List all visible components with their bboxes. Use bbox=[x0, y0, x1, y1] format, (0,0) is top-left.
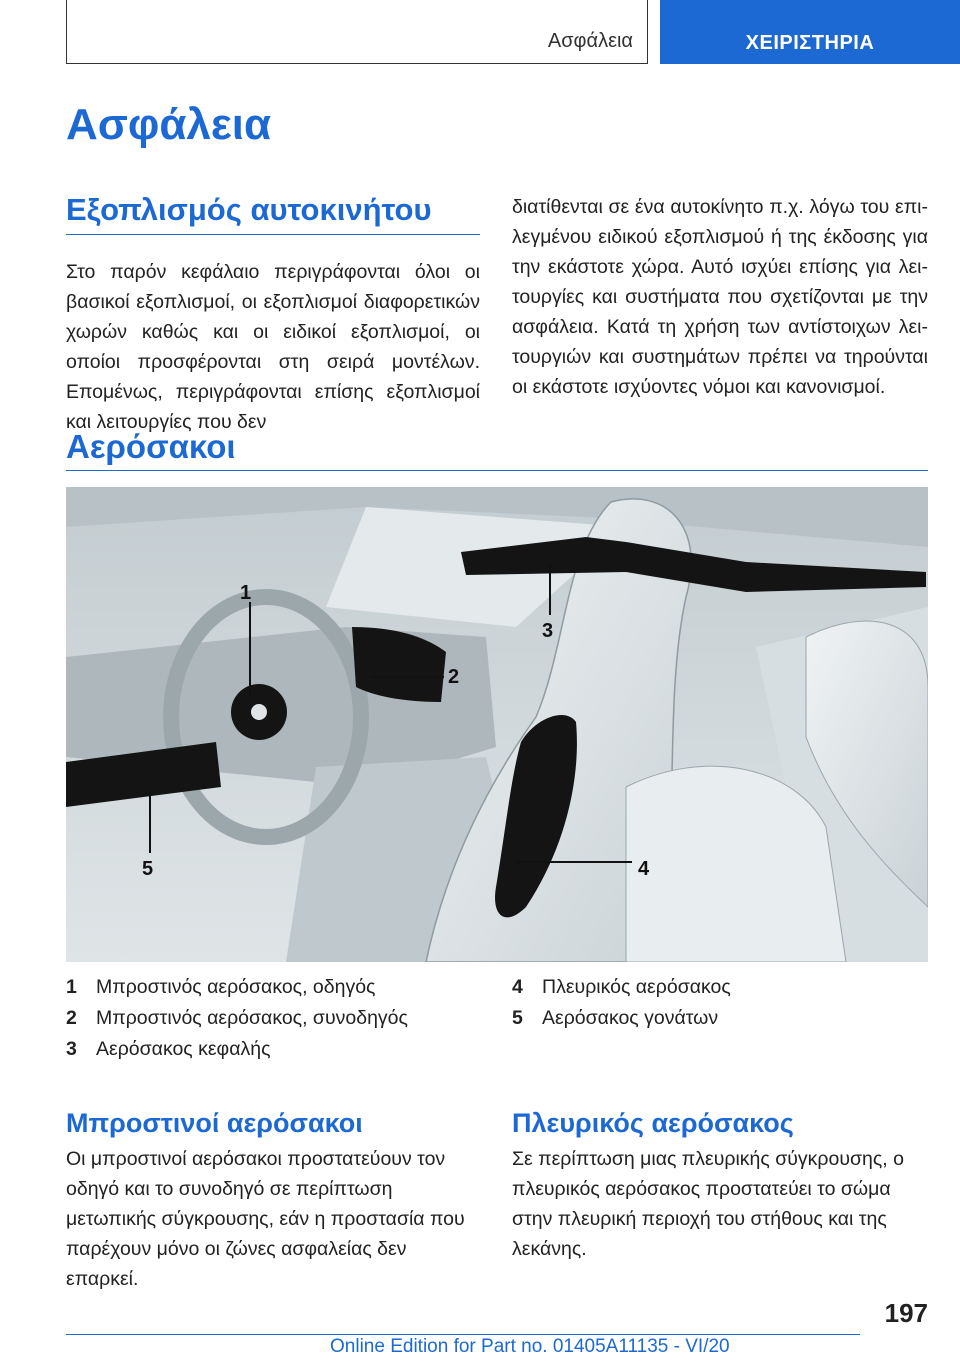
equipment-paragraph-col1: Στο παρόν κεφάλαιο περιγράφονται όλοι οι βασικοί εξοπλισμοί, οι εξοπλισμοί διαφορετικών χωρών καθώς και οι ειδικοί εξοπλισμοί, οι οποίοι προσφέρονται στη σειρά μοντέλων. Επομένως, περιγράφονται επίσης εξοπλισμοί και λειτουργίες που δεν bbox=[66, 261, 480, 433]
side-airbag-paragraph: Σε περίπτωση μιας πλευρικής σύγκρουσης, ο πλευρικός αερόσακος προστατεύει το σώμα στην πλευρική περιοχή του στήθους και της λεκάνης. bbox=[512, 1148, 904, 1260]
footer-edition: Online Edition for Part no. 01405A11135 - VI/20 bbox=[330, 1336, 730, 1357]
callout-1: 1 bbox=[240, 582, 252, 604]
equipment-heading: Εξοπλισμός αυτοκινήτου bbox=[66, 192, 432, 227]
page-number: 197 bbox=[884, 1298, 928, 1328]
header-section-label: Ασφάλεια bbox=[547, 30, 633, 52]
legend-text: Αερόσακος κεφαλής bbox=[96, 1038, 271, 1060]
legend-text: Μπροστινός αερόσακος, οδηγός bbox=[96, 976, 376, 998]
callout-2: 2 bbox=[448, 666, 460, 688]
legend-number: 1 bbox=[66, 976, 77, 998]
legend-item bbox=[66, 1003, 408, 1034]
footer-rule bbox=[66, 1334, 860, 1335]
side-airbag-heading: Πλευρικός αερόσακος bbox=[512, 1108, 794, 1138]
page-title: Ασφάλεια bbox=[66, 100, 272, 149]
legend-item bbox=[512, 972, 731, 1003]
front-airbags-heading: Μπροστινοί αερόσακοι bbox=[66, 1108, 363, 1138]
legend-number: 2 bbox=[66, 1007, 77, 1029]
legend-item bbox=[66, 972, 408, 1003]
callout-3: 3 bbox=[542, 620, 554, 642]
header-section-box bbox=[66, 0, 648, 64]
airbag-legend-right bbox=[512, 972, 731, 1034]
legend-number: 3 bbox=[66, 1038, 77, 1060]
legend-item bbox=[512, 1003, 731, 1034]
airbag-illustration bbox=[66, 487, 928, 962]
legend-item bbox=[66, 1034, 408, 1065]
airbags-heading-rule bbox=[66, 470, 928, 471]
airbags-heading: Αερόσακοι bbox=[66, 428, 236, 465]
equipment-heading-rule bbox=[66, 234, 480, 235]
legend-text: Αερόσακος γονάτων bbox=[542, 1007, 719, 1029]
legend-number: 5 bbox=[512, 1007, 523, 1029]
legend-text: Πλευρικός αερόσακος bbox=[542, 976, 731, 998]
front-airbags-paragraph: Οι μπροστινοί αερόσακοι προστατεύουν τον οδηγό και το συνοδηγό σε περίπτωση μετωπικής σύγκρουσης, εάν η προστασία που παρέχουν μόνο οι ζώνες ασφαλείας δεν επαρκεί. bbox=[66, 1148, 465, 1290]
header-manual-label: ΧΕΙΡΙΣΤΗΡΙΑ bbox=[745, 31, 875, 54]
callout-4: 4 bbox=[638, 858, 650, 880]
legend-number: 4 bbox=[512, 976, 523, 998]
equipment-paragraph-col2: διατίθενται σε ένα αυτοκίνητο π.χ. λόγω του επιλεγμένου ειδικού εξοπλισμού ή της έκδοσης για την εκάστοτε χώρα. Αυτό ισχύει επίσης για λειτουργίες και συστήματα που σχετίζονται με την ασφάλεια. Κατά τη χρήση των αντίστοιχων λειτουργιών και συστημάτων πρέπει να τηρούνται οι εκάστοτε ισχύοντες νόμοι και κανονισμοί. bbox=[512, 196, 928, 398]
airbag-legend-left bbox=[66, 972, 408, 1065]
header-manual-tab bbox=[660, 0, 960, 64]
car-interior-drawing bbox=[66, 487, 928, 962]
legend-text: Μπροστινός αερόσακος, συνοδηγός bbox=[96, 1007, 408, 1029]
callout-5: 5 bbox=[142, 858, 154, 880]
